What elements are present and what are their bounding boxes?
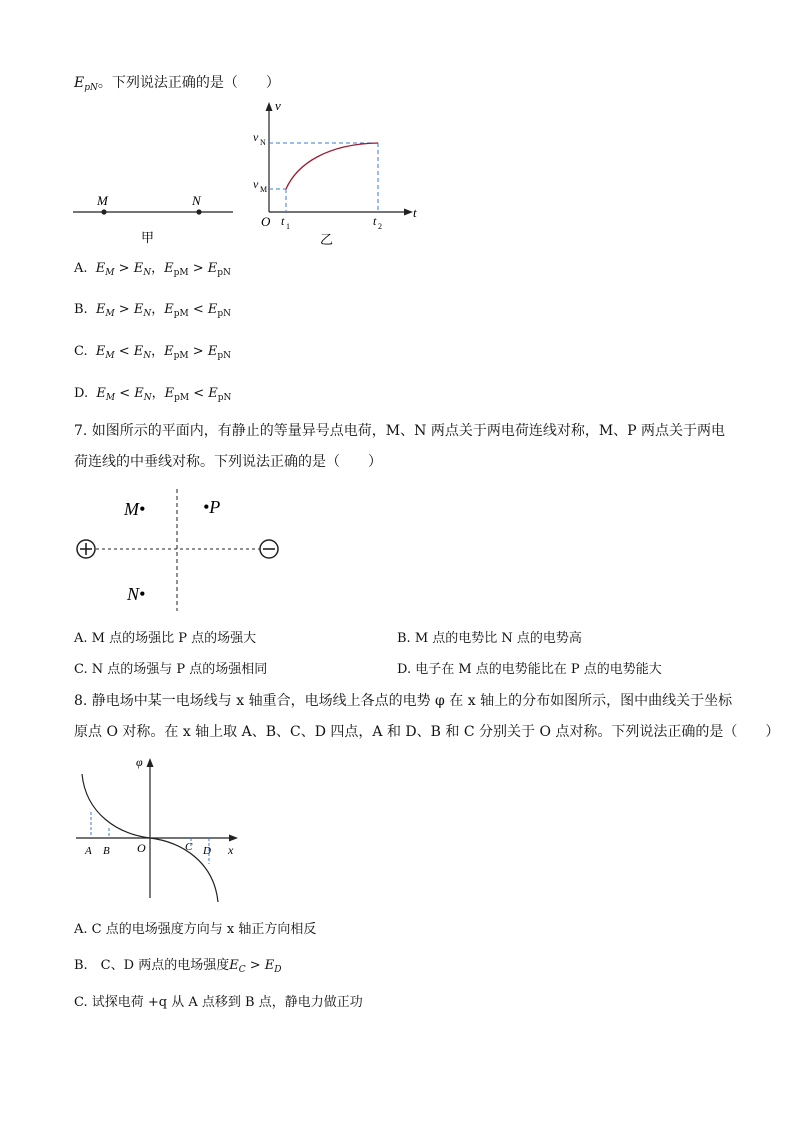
q6-stem-symbol-sub: pN	[84, 83, 98, 93]
q6-yi-x-arrow	[404, 209, 413, 216]
q7-label-p: •P	[203, 497, 221, 517]
q6-jia-label-n: N	[192, 193, 201, 208]
q6-d-op2: <	[189, 386, 209, 401]
q7-option-c[interactable]: C. N 点的场强与 P 点的场强相同	[74, 662, 268, 677]
q6-b-sep: ，	[151, 302, 165, 317]
q6-c-e3: E	[164, 344, 174, 359]
q6-d-e1: E	[96, 386, 106, 401]
q6-option-b[interactable]	[74, 301, 231, 323]
q6-option-d-letter: D.	[74, 386, 89, 401]
q6-b-s3: pM	[173, 309, 189, 319]
q6-c-s4: pN	[217, 351, 231, 361]
q8-b-op: >	[245, 958, 265, 973]
q7-stem-line-1: 7. 如图所示的平面内，有静止的等量异号点电荷，M、N 两点关于两电荷连线对称，M、P 两点关于两电	[74, 423, 726, 439]
q6-stem-text: 。下列说法正确的是（ ）	[97, 75, 280, 91]
q6-jia-point-m	[101, 209, 106, 214]
q8-axis-phi: φ	[136, 755, 143, 769]
q7-label-n: N•	[127, 584, 146, 604]
q6-jia-point-n	[196, 209, 201, 214]
q6-yi-origin: O	[261, 214, 271, 229]
q6-b-op2: <	[188, 302, 208, 317]
q7-figure	[70, 485, 290, 615]
q6-option-a-letter: A.	[74, 261, 88, 276]
q6-d-s2: N	[143, 393, 152, 403]
q6-option-c-letter: C.	[74, 344, 88, 359]
q8-stem-line-2: 原点 O 对称。在 x 轴上取 A、B、C、D 四点，A 和 D、B 和 C 分别关于 O 点对称。下列说法正确的是（ ）	[74, 724, 780, 740]
q6-c-e1: E	[95, 344, 106, 359]
q7-label-m: M•	[124, 499, 146, 519]
q8-label-d: D	[203, 845, 211, 857]
q6-yi-label-vn-sub: N	[260, 138, 266, 147]
q6-yi-label-vn: v	[253, 130, 259, 144]
q6-d-op1: <	[115, 386, 135, 401]
q6-a-s3: pM	[173, 268, 189, 278]
q7-option-b[interactable]: B. M 点的电势比 N 点的电势高	[397, 631, 582, 646]
q7-positive-charge-icon	[77, 540, 95, 558]
q6-yi-velocity-curve	[286, 143, 378, 189]
q6-a-e3: E	[164, 261, 174, 276]
q6-b-op1: >	[114, 302, 134, 317]
q8-label-a: A	[85, 845, 92, 857]
q6-d-e4: E	[208, 386, 218, 401]
q6-b-s4: pN	[217, 309, 232, 319]
q6-c-e2: E	[133, 344, 144, 359]
q7-option-d[interactable]: D. 电子在 M 点的电势能比在 P 点的电势能大	[397, 662, 662, 677]
q8-figure	[70, 752, 250, 902]
q6-b-s2: N	[143, 309, 152, 319]
q6-a-s1: M	[105, 268, 115, 278]
q6-yi-label-t1: t	[281, 214, 285, 228]
q7-negative-charge-icon	[260, 540, 278, 558]
q6-a-s2: N	[143, 268, 152, 278]
q6-jia-label-m: M	[97, 193, 108, 208]
q7-stem-line-2: 荷连线的中垂线对称。下列说法正确的是（ ）	[74, 454, 382, 470]
q6-a-op2: >	[188, 261, 208, 276]
q6-yi-label-t1-sub: 1	[286, 222, 290, 231]
q6-yi-axis-v: v	[275, 98, 281, 113]
q6-jia-caption: 甲	[141, 230, 155, 245]
q6-b-s1: M	[105, 309, 115, 319]
q6-d-s3: pM	[174, 393, 190, 403]
q6-option-d[interactable]	[74, 385, 231, 407]
q6-option-b-letter: B.	[74, 302, 88, 317]
q6-figure-jia	[70, 185, 240, 250]
q6-d-s4: pN	[217, 393, 232, 403]
q6-stem-tail	[74, 74, 280, 97]
q6-option-a[interactable]	[74, 260, 231, 282]
q6-d-e2: E	[134, 386, 144, 401]
q6-yi-axis-t: t	[413, 205, 417, 220]
q6-yi-label-vm-sub: M	[260, 185, 268, 194]
q6-a-s4: pN	[217, 268, 231, 278]
q6-c-e4: E	[207, 344, 218, 359]
q8-option-b[interactable]	[74, 957, 281, 979]
q8-option-c[interactable]: C. 试探电荷 +q 从 A 点移到 B 点，静电力做正功	[74, 995, 363, 1010]
q6-yi-label-vm: v	[253, 177, 259, 191]
q8-axis-x: x	[228, 843, 234, 857]
q8-option-a[interactable]: A. C 点的电场强度方向与 x 轴正方向相反	[74, 922, 317, 937]
q7-option-a[interactable]: A. M 点的场强比 P 点的场强大	[74, 631, 257, 646]
q6-a-e1: E	[95, 261, 106, 276]
q6-yi-label-t2-sub: 2	[378, 222, 382, 231]
q6-d-s1: M	[105, 393, 116, 403]
q8-b-e1: E	[229, 958, 239, 973]
q8-origin: O	[137, 841, 146, 855]
q6-stem-symbol: E	[74, 75, 85, 91]
q6-a-e2: E	[133, 261, 144, 276]
q6-c-op2: >	[188, 344, 208, 359]
q8-option-b-prefix: B. C、D 两点的电场强度	[74, 958, 230, 973]
q6-a-op1: >	[114, 261, 134, 276]
q6-yi-y-arrow	[266, 102, 273, 111]
q6-a-sep: ，	[151, 261, 165, 276]
q8-b-s2: D	[274, 965, 282, 975]
q6-c-sep: ，	[151, 344, 165, 359]
q6-figure-yi	[245, 98, 425, 250]
q6-d-sep: ，	[151, 386, 165, 401]
q8-label-c: C	[185, 841, 193, 853]
q8-y-arrow	[147, 758, 154, 767]
q6-c-op1: <	[114, 344, 134, 359]
q6-c-s3: pM	[173, 351, 189, 361]
q8-label-b: B	[103, 845, 110, 857]
q6-b-e4: E	[207, 302, 218, 317]
q8-b-s1: C	[238, 965, 246, 975]
q6-yi-label-t2: t	[373, 214, 377, 228]
q6-d-e3: E	[164, 386, 175, 401]
q6-b-e1: E	[95, 302, 106, 317]
q8-stem-line-1: 8. 静电场中某一电场线与 x 轴重合，电场线上各点的电势 φ 在 x 轴上的分布如图所示，图中曲线关于坐标	[74, 693, 733, 709]
q6-option-c[interactable]	[74, 343, 231, 365]
q6-b-e2: E	[133, 302, 144, 317]
q6-yi-caption: 乙	[320, 232, 334, 247]
q6-b-e3: E	[164, 302, 174, 317]
q6-a-e4: E	[207, 261, 218, 276]
q6-c-s2: N	[143, 351, 152, 361]
q8-x-arrow	[229, 835, 238, 842]
q6-c-s1: M	[105, 351, 115, 361]
q8-b-e2: E	[264, 958, 275, 973]
